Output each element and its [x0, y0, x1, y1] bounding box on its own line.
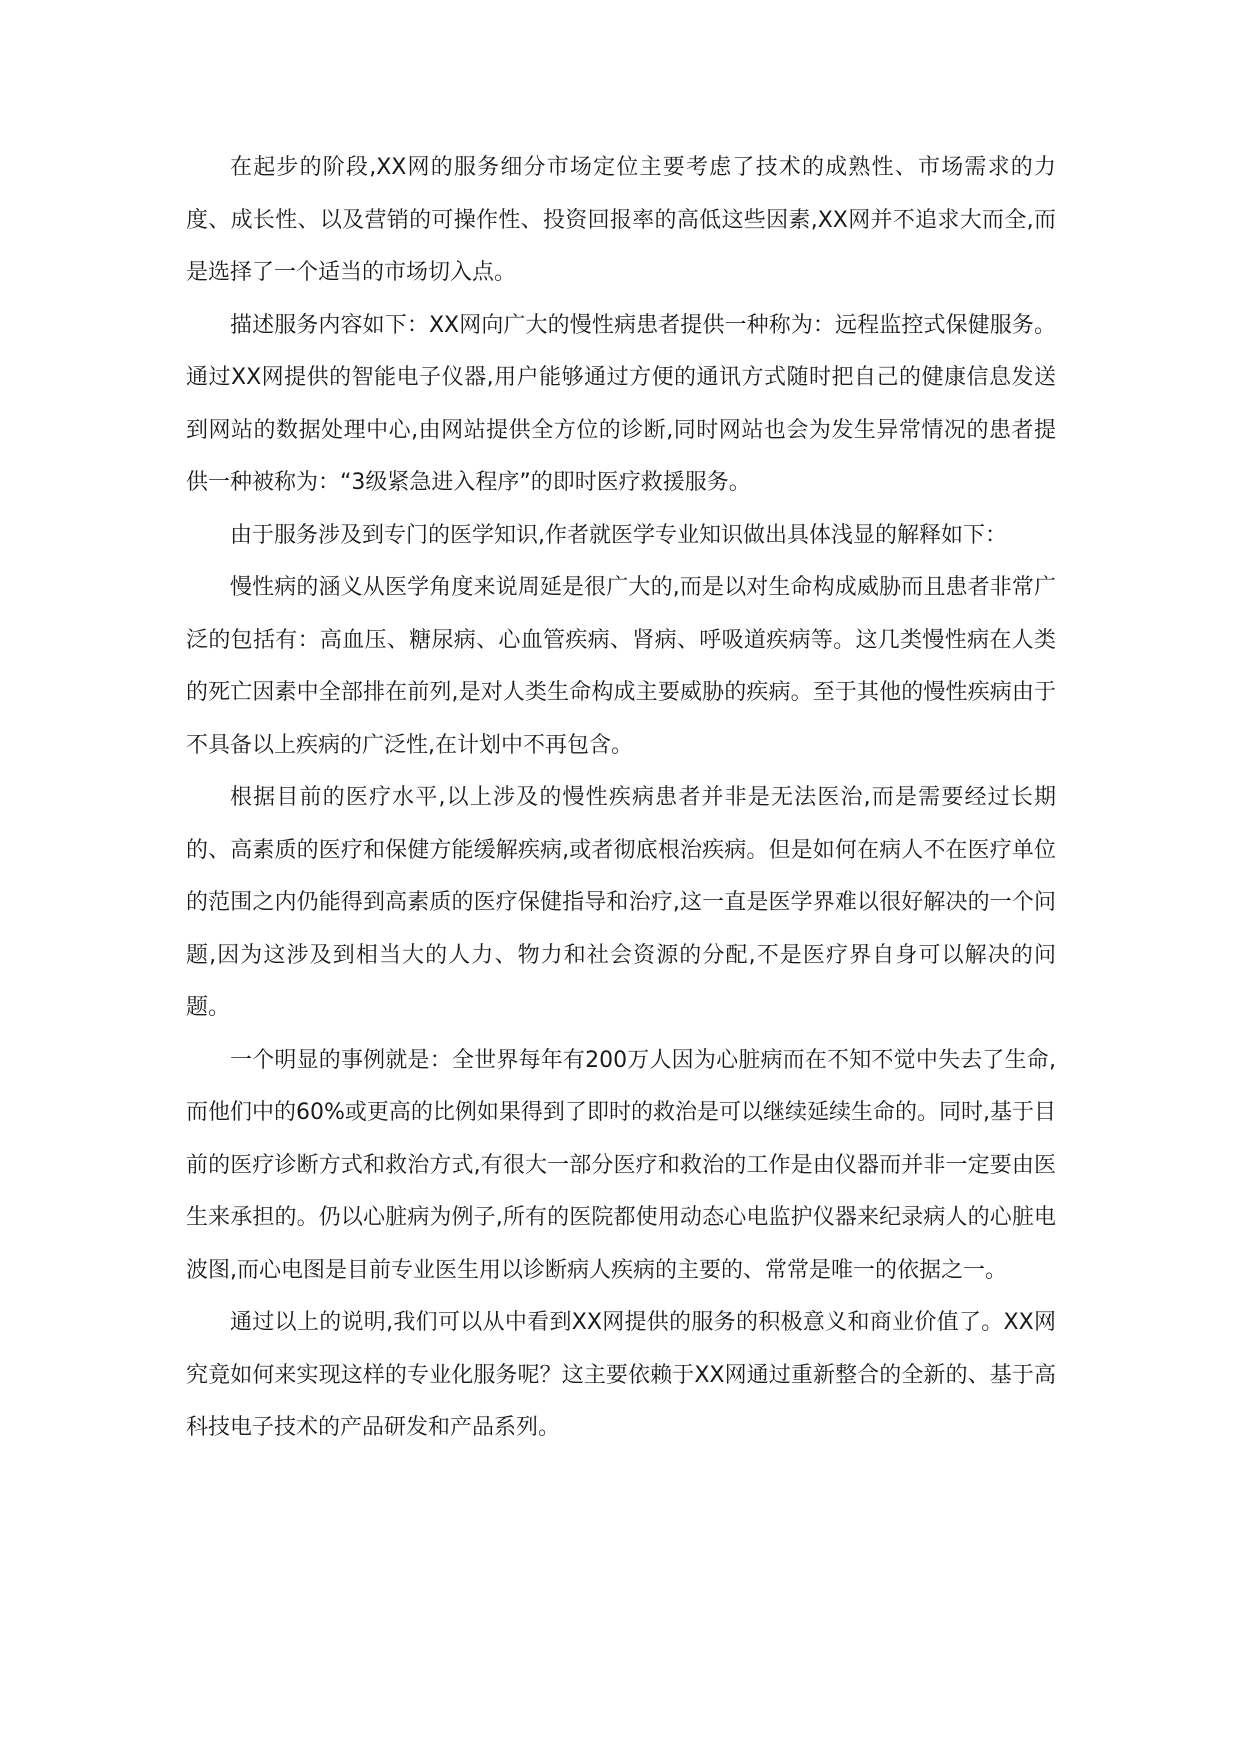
paragraph: 在起步的阶段,XX网的服务细分市场定位主要考虑了技术的成熟性、市场需求的力度、成长性、以及营销的可操作性、投资回报率的高低这些因素,XX网并不追求大而全,而是选择了一个适当的市场切入点。: [186, 155, 1056, 285]
paragraph: 由于服务涉及到专门的医学知识,作者就医学专业知识做出具体浅显的解释如下：: [230, 522, 1007, 548]
paragraph: 一个明显的事例就是：全世界每年有200万人因为心脏病而在不知不觉中失去了生命,而他们中的60%或更高的比例如果得到了即时的救治是可以继续延续生命的。同时,基于目前的医疗诊断方式和救治方式,有很大一部分医疗和救治的工作是由仪器而并非一定要由医生来承担的。仍以心脏病为例子,所有的医院都使用动态心电监护仪器来纪录病人的心脏电波图,而心电图是目前专业医生用以诊断病人疾病的主要的、常常是唯一的依据之一。: [186, 1047, 1056, 1283]
paragraph: 通过以上的说明,我们可以从中看到XX网提供的服务的积极意义和商业价值了。XX网究竟如何来实现这样的专业化服务呢？这主要依赖于XX网通过重新整合的全新的、基于高科技电子技术的产品研发和产品系列。: [186, 1310, 1056, 1440]
paragraph: 描述服务内容如下：XX网向广大的慢性病患者提供一种称为：远程监控式保健服务。通过XX网提供的智能电子仪器,用户能够通过方便的通讯方式随时把自己的健康信息发送到网站的数据处理中心,由网站提供全方位的诊断,同时网站也会为发生异常情况的患者提供一种被称为：“3级紧急进入程序”的即时医疗救援服务。: [186, 312, 1056, 495]
paragraph: 根据目前的医疗水平,以上涉及的慢性疾病患者并非是无法医治,而是需要经过长期的、高素质的医疗和保健方能缓解疾病,或者彻底根治疾病。但是如何在病人不在医疗单位的范围之内仍能得到高素质的医疗保健指导和治疗,这一直是医学界难以很好解决的一个问题,因为这涉及到相当大的人力、物力和社会资源的分配,不是医疗界自身可以解决的问题。: [186, 785, 1056, 1020]
paragraph: 慢性病的涵义从医学角度来说周延是很广大的,而是以对生命构成威胁而且患者非常广泛的包括有：高血压、糖尿病、心血管疾病、肾病、呼吸道疾病等。这几类慢性病在人类的死亡因素中全部排在前列,是对人类生命构成主要威胁的疾病。至于其他的慢性疾病由于不具备以上疾病的广泛性,在计划中不再包含。: [186, 575, 1056, 758]
document-body: [186, 142, 1056, 1455]
